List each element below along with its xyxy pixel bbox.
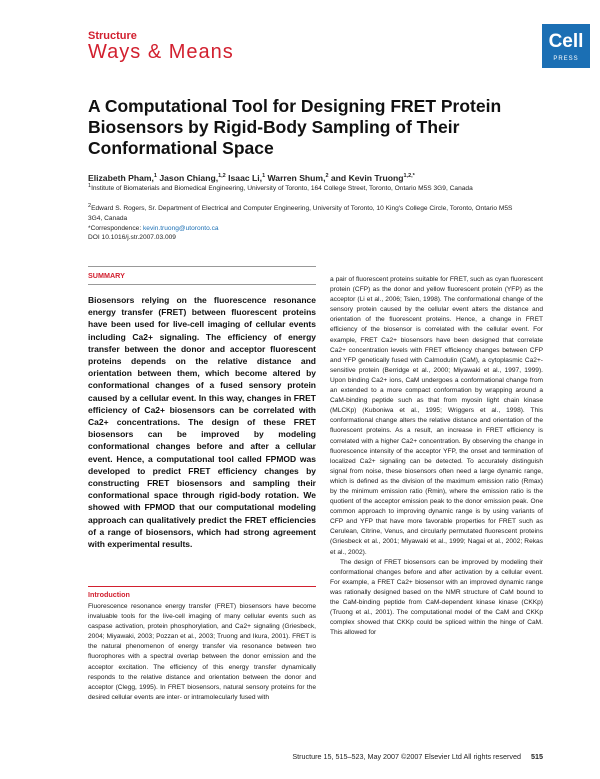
affiliation-1: [88, 184, 528, 194]
author-sup: 2: [325, 173, 329, 180]
cell-press-logo: [542, 24, 590, 68]
author-sup: 1,2: [218, 173, 226, 180]
affiliation-sup: 1: [88, 182, 92, 189]
section-heading: Ways & Means: [88, 41, 234, 63]
article-title: A Computational Tool for Designing FRET Protein Biosensors by Rigid-Body Sampling of Their Conformational Space: [88, 96, 502, 158]
summary-bottom-rule: [88, 284, 316, 285]
introduction-text: Fluorescence resonance energy transfer (FRET) biosensors have become invaluable tools for the live-cell imaging of many cellular events such as caspase activation, protein phosphorylation, and Ca2+ signaling (Griesbeck, 2004; Miyawaki, 2003; Pozzan et al., 2003; Truong and Ikura, 2001). FRET is the natural phenomenon of energy transfer via resonance between two fluorophores with a spectral overlap between the donor emission and the acceptor excitation. The efficiency of this energy transfer dynamically responds to the relative distance and orientation between the donor and acceptor (Clegg, 1995). In FRET biosensors, natural sensory proteins for the desired cellular events are inter- or intramolecularly fused with: [88, 603, 316, 701]
footer-citation: Structure 15, 515–523, May 2007 ©2007 Elsevier Ltd All rights reserved: [292, 752, 521, 761]
summary-top-rule: [88, 266, 316, 267]
logo-text: Cell: [548, 31, 584, 52]
author: and Kevin Truong: [330, 173, 404, 183]
introduction-rule: [88, 586, 316, 587]
author: Elizabeth Pham,: [88, 173, 154, 183]
affiliation-2: [88, 204, 528, 223]
author: Warren Shum,: [267, 173, 326, 183]
introduction-heading: Introduction: [88, 590, 130, 599]
page-footer: [292, 752, 543, 761]
journal-name: Structure: [88, 30, 137, 42]
correspondence-email[interactable]: kevin.truong@utoronto.ca: [142, 225, 219, 232]
affiliation-text: Institute of Biomaterials and Biomedical Engineering, University of Toronto, 164 College Street, Toronto, Ontario M5S 3G9, Canada: [91, 185, 473, 192]
page-number: 515: [531, 752, 543, 761]
affiliation-text: Edward S. Rogers, Sr. Department of Electrical and Computer Engineering, University of Toronto, 10 King's College Circle, Toronto, Ontario M5S 3G4, Canada: [88, 205, 513, 222]
author-list: [88, 173, 415, 183]
author-sup: 1: [262, 173, 266, 180]
author: Isaac Li,: [228, 173, 263, 183]
doi: DOI 10.1016/j.str.2007.03.009: [88, 234, 176, 241]
author-sup: 1: [153, 173, 157, 180]
summary-heading: SUMMARY: [88, 271, 125, 280]
author: Jason Chiang,: [159, 173, 219, 183]
summary-text: Biosensors relying on the fluorescence resonance energy transfer (FRET) between fluorescent proteins have been used for live-cell imaging of cellular events including Ca2+ signaling. The efficiency of energy transfer between the donor and acceptor fluorescent proteins depends on the relative distance and orientation between them, which become altered by conformational changes of a fused sensory protein caused by a cellular event. In this way, changes in FRET efficiency of Ca2+ biosensors can be correlated with Ca2+ concentrations. The design of these FRET biosensors can be improved by modeling conformational changes before and after a cellular event. Hence, a computational tool called FPMOD was developed to predict FRET efficiency changes by constructing FRET biosensors and sampling their conformational space through rigid-body rotation. We showed with FPMOD that our computational modeling approach can qualitatively predict the FRET efficiencies of a range of biosensors, which had strong agreement with experimental results.: [88, 295, 316, 550]
right-column-text: [330, 275, 543, 638]
paragraph: The design of FRET biosensors can be improved by modeling their conformational changes before and after activation by a cellular event. For example, a FRET Ca2+ biosensor with an improved dynamic range was rationally designed based on the NMR structure of CaM bound to the CaM-binding peptide from CaM-dependent kinase kinase (CKKp) (Truong et al., 2001). The computational model of the CaM and CKKp complex showed that CKKp could be spliced within the hinge of CaM. This allowed for: [330, 558, 543, 637]
correspondence-label: *Correspondence:: [88, 225, 143, 232]
author-sup: 1,2,*: [403, 173, 415, 180]
logo-subtext: PRESS: [553, 56, 579, 62]
affiliation-sup: 2: [88, 202, 92, 209]
paragraph: a pair of fluorescent proteins suitable for FRET, such as cyan fluorescent protein (CFP) as the donor and yellow fluorescent protein (YFP) as the acceptor (Li et al., 2006; Tsien, 1998). The conformational change of the sensory protein caused by the cellular event alters the distance and orientation of the fluorescent proteins. Hence, a change in FRET efficiency of the biosensor is correlated with the cellular event. For example, FRET Ca2+ biosensors have been designed that correlate Ca2+ concentration levels with FRET efficiency changes between CFP and YFP genetically fused with Calmodulin (CaM), a cytoplasmic Ca2+-sensitive protein (Berridge et al., 2000; Miyawaki et al., 1997, 1999). Upon binding Ca2+ ions, CaM undergoes a conformational change from an extended to a more compact conformation by wrapping around a CaM-binding peptide such as that from myosin light chain kinase (MLCKp) (Kuboniwa et al., 1995; Wriggers et al., 1998). This conformational change alters the relative distance and orientation of the fluorescent proteins. As a result, an increase in FRET efficiency is correlated with a higher Ca2+ concentration. By observing the change in fluorescence intensity of the acceptor YFP, the onset and termination of localized Ca2+ signaling can be detected. To accurately distinguish signal from noise, these biosensors often need a large dynamic range, which is defined as the division of the maximum emission ratio (Rmax) by the minimum emission ratio (Rmin), where the emission ratio is the quotient of the acceptor emission peak to the donor emission peak. One common approach to improving dynamic range is by using variants of CFP and YFP that have more favorable properties for FRET such as Cerulean, Citrine, Venus, and circularly permutated fluorescent proteins (Griesbeck et al., 2001; Miyawaki et al., 1999; Nagai et al., 2002; Rekas et al., 2002).: [330, 276, 543, 556]
